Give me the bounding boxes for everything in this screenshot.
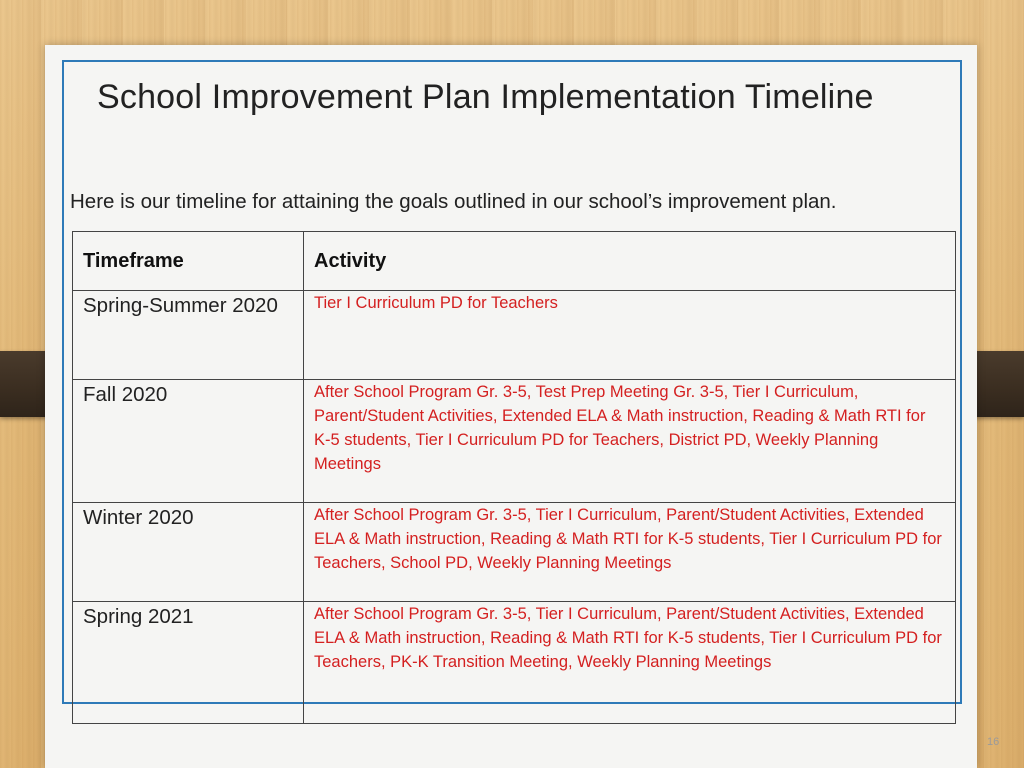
table-header-row: [73, 232, 956, 291]
timeframe-cell: Fall 2020: [73, 380, 304, 503]
timeline-table: [72, 231, 956, 724]
activity-cell: After School Program Gr. 3-5, Test Prep Meeting Gr. 3-5, Tier I Curriculum, Parent/Student Activities, Extended ELA & Math instruction, Reading & Math RTI for K-5 students, Tier I Curriculum PD for Teachers, District PD, Weekly Planning Meetings: [304, 380, 956, 503]
header-timeframe: Timeframe: [73, 232, 304, 291]
table-row: [73, 291, 956, 380]
slide-subtitle: Here is our timeline for attaining the goals outlined in our school’s improvement plan.: [70, 190, 837, 213]
timeframe-cell: Spring 2021: [73, 602, 304, 724]
slide-title: School Improvement Plan Implementation Timeline: [97, 78, 874, 116]
timeframe-cell: Winter 2020: [73, 503, 304, 602]
activity-cell: After School Program Gr. 3-5, Tier I Curriculum, Parent/Student Activities, Extended ELA & Math instruction, Reading & Math RTI for K-5 students, Tier I Curriculum PD for Teachers, School PD, Weekly Planning Meetings: [304, 503, 956, 602]
table-row: [73, 602, 956, 724]
table-row: [73, 380, 956, 503]
timeframe-cell: Spring-Summer 2020: [73, 291, 304, 380]
table-row: [73, 503, 956, 602]
header-activity: Activity: [304, 232, 956, 291]
page-number: 16: [987, 736, 1000, 748]
activity-cell: Tier I Curriculum PD for Teachers: [304, 291, 956, 380]
activity-cell: After School Program Gr. 3-5, Tier I Curriculum, Parent/Student Activities, Extended ELA & Math instruction, Reading & Math RTI for K-5 students, Tier I Curriculum PD for Teachers, PK-K Transition Meeting, Weekly Planning Meetings: [304, 602, 956, 724]
